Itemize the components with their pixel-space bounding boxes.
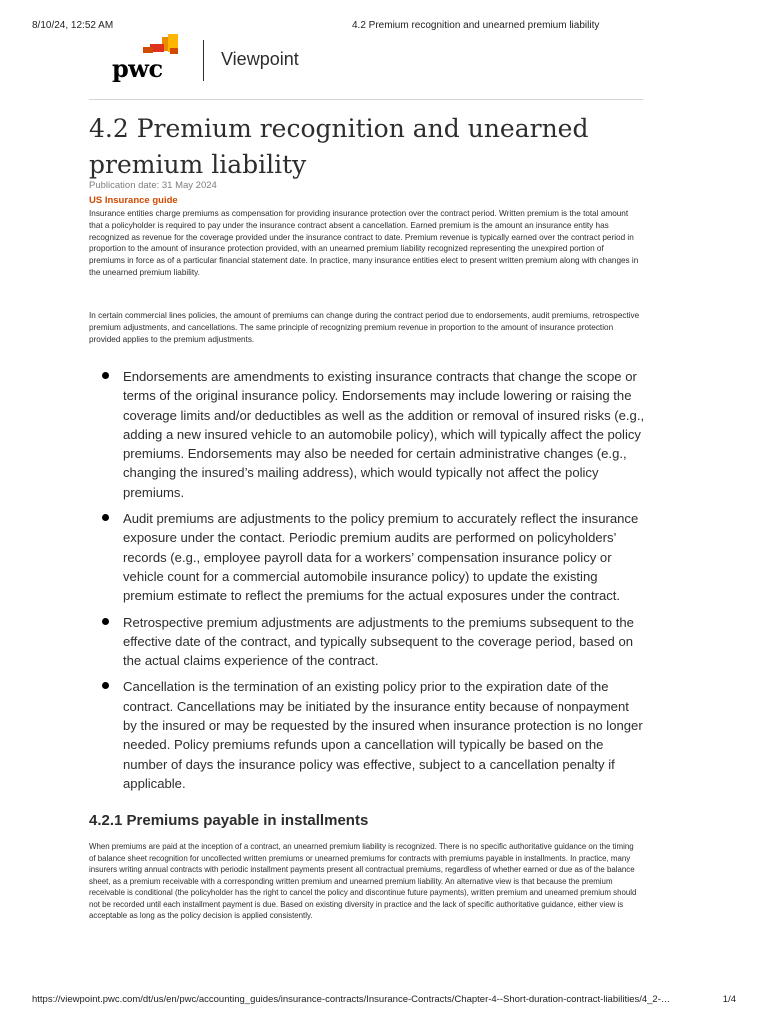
guide-link[interactable]: US Insurance guide — [89, 195, 178, 206]
adjustments-paragraph: In certain commercial lines policies, the amount of premiums can change during the contract period due to endorsements, audit premiums, retrospective premium adjustments, and cancellations. The same principle of recognizing premium revenue in proportion to the amount of insurance protection provided applies to the premium adjustments. — [89, 311, 640, 344]
bullet-icon — [102, 372, 109, 379]
bullet-icon — [102, 618, 109, 625]
print-page-title: 4.2 Premium recognition and unearned premium liability — [352, 20, 600, 31]
logo-divider — [203, 40, 204, 81]
intro-paragraph: Insurance entities charge premiums as compensation for providing insurance protection over the contract period. Written premium is the total amount that a policyholder is required to pay under the insurance contract absent a cancellation. Earned premium is the amount an insurance entity has recognized as revenue for the coverage provided under the insurance contract to date. Premium revenue is typically earned over the contract period in proportion to the amount of insurance protection provided, with an unearned premium liability recognized representing the unexpired portion of premiums in force as of a particular financial statement date. In practice, many insurance entities elect to present written premium along with changes in the unearned premium liability. — [89, 209, 639, 277]
list-item — [89, 367, 645, 502]
list-item-text: Retrospective premium adjustments are adjustments to the premiums subsequent to the effective date of the contract, and typically subsequent to the coverage period, based on the actual claims experience of the contract. — [123, 614, 634, 669]
list-item-text: Endorsements are amendments to existing insurance contracts that change the scope or terms of the original insurance policy. Endorsements may include lowering or raising the coverage limits and/or deductibles as well as the addition or removal of insured risks (e.g., adding a new insured vehicle to an automobile policy), which will typically affect the policy premiums. Endorsements may also be needed for certain administrative changes (e.g., changing the insured’s mailing address), which would typically not affect the policy premiums. — [123, 369, 645, 500]
publication-date: Publication date: 31 May 2024 — [89, 180, 217, 191]
list-item-text: Audit premiums are adjustments to the policy premium to accurately reflect the insurance exposure under the contact. Periodic premium audits are performed on policyholders’ records (e.g., employee payroll data for a workers’ compensation insurance policy or vehicle count for a commercial automobile insurance policy) to update the existing premium estimate to reflect the premiums for the actual exposures under the contract. — [123, 511, 639, 604]
print-datetime: 8/10/24, 12:52 AM — [32, 20, 114, 31]
header-rule — [89, 99, 643, 100]
bullet-icon — [102, 514, 109, 521]
bullet-icon — [102, 682, 109, 689]
pwc-logo-text: pwc — [112, 54, 163, 83]
page-title: 4.2 Premium recognition and unearned premium liability — [89, 114, 589, 179]
viewpoint-brand[interactable]: Viewpoint — [221, 49, 299, 69]
list-item-text: Cancellation is the termination of an existing policy prior to the expiration date of the contract. Cancellations may be initiated by the insurance entity because of nonpayment by the insured or may be requested by the insured when insurance protection is no longer needed. Policy premiums refunds upon a cancellation will typically be based on the number of days the insurance policy was effective, subject to a cancellation penalty if applicable. — [123, 679, 643, 791]
print-url: https://viewpoint.pwc.com/dt/us/en/pwc/accounting_guides/insurance-contracts/Insurance-Contracts/Chapter-4--Short-duration-contract-liabilities/4_2-… — [32, 994, 671, 1005]
pwc-logo[interactable] — [110, 34, 190, 84]
page-number: 1/4 — [722, 994, 736, 1005]
section-heading: 4.2.1 Premiums payable in installments — [89, 812, 369, 829]
list-item — [89, 613, 645, 671]
premium-adjustments-list — [89, 367, 645, 800]
list-item — [89, 677, 645, 793]
list-item — [89, 509, 645, 605]
installments-paragraph: When premiums are paid at the inception of a contract, an unearned premium liability is recognized. There is no specific authoritative guidance on the timing of balance sheet recognition for uncollected written premiums or unearned premiums for contracts with premiums payable in installments. In practice, many insurers writing annual contracts with periodic installment payments present all contractual premiums, regardless of whether earned or due as of the balance sheet, as a premium receivable with a corresponding written premium and unearned premium liability. An alternative view is that because the premium receivable is conditional (the policyholder has the right to cancel the policy and discontinue future payments), written premium and unearned premium should not be recorded until each installment payment is due. Based on existing diversity in practice and the lack of specific authoritative guidance, either view is acceptable as long as the policy decision is applied consistently. — [89, 842, 637, 920]
